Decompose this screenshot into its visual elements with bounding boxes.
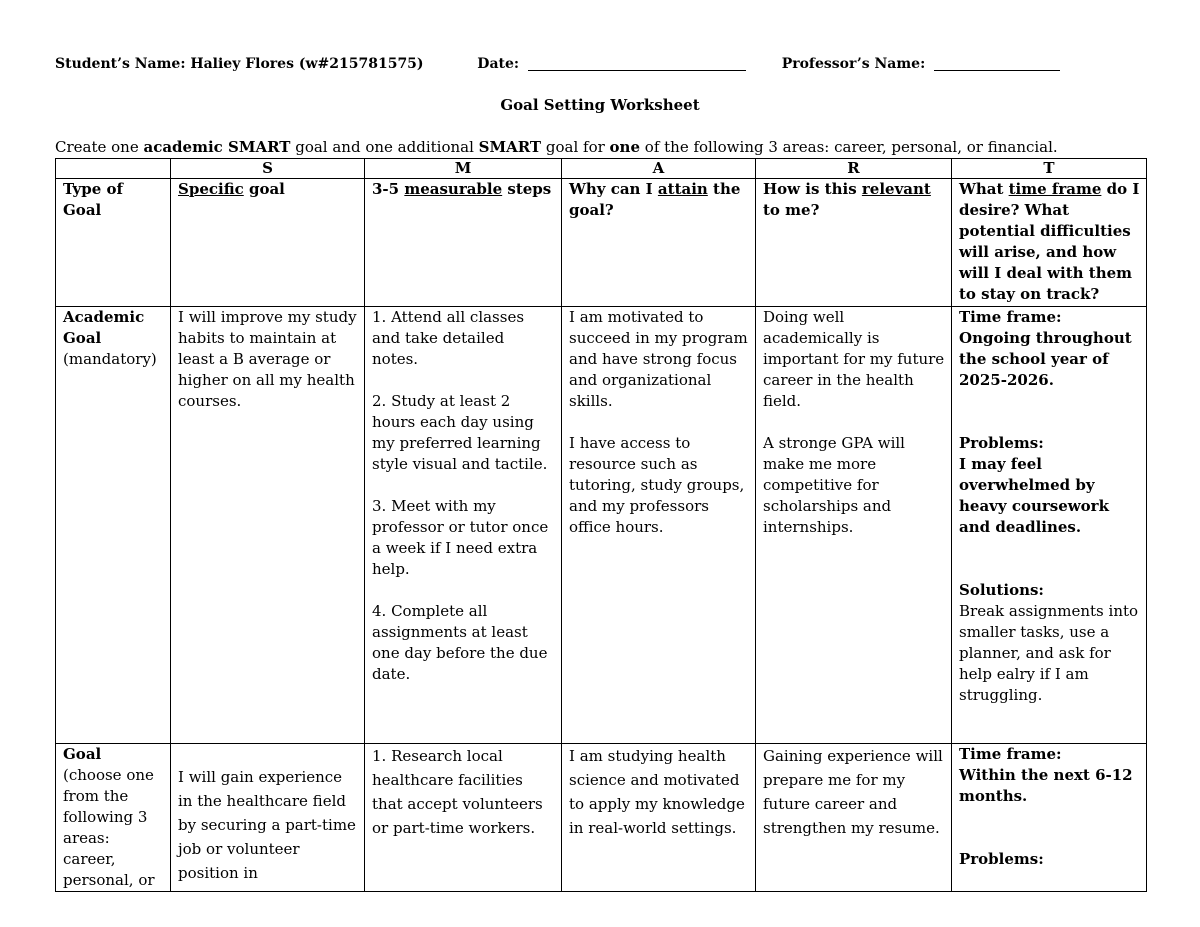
- column-headers-row: [56, 179, 1147, 307]
- academic-measurable-cell[interactable]: 1. Attend all classes and take detailed notes. 2. Study at least 2 hours each day using my preferred learning style visual and tactile. 3. Meet with my professor or tutor once a week if I need extra help. 4. Complete all assignments at least one day before the due date.: [365, 307, 562, 744]
- header-time-frame: What time frame do I desire? What potential difficulties will arise, and how will I deal with them to stay on track?: [952, 179, 1147, 307]
- letter-t: T: [952, 159, 1147, 179]
- letter-a: A: [562, 159, 756, 179]
- second-relevant-cell[interactable]: Gaining experience will prepare me for my future career and strengthen my resume.: [756, 744, 952, 892]
- second-specific-cell[interactable]: I will gain experience in the healthcare field by securing a part-time job or volunteer position in: [171, 744, 365, 892]
- academic-attain-cell[interactable]: I am motivated to succeed in my program and have strong focus and organizational skills. I have access to resource such as tutoring, study groups, and my professors office hours.: [562, 307, 756, 744]
- date-blank[interactable]: [528, 56, 746, 71]
- second-measurable-cell[interactable]: 1. Research local healthcare facilities that accept volunteers or part-time workers.: [365, 744, 562, 892]
- header-specific: Specific goal: [171, 179, 365, 307]
- date-label: Date:: [477, 56, 520, 72]
- header-measurable: 3-5 measurable steps: [365, 179, 562, 307]
- header-attainable: Why can I attain the goal?: [562, 179, 756, 307]
- professor-name-label: Professor’s Name:: [781, 56, 926, 72]
- academic-specific-cell[interactable]: I will improve my study habits to maintain at least a B average or higher on all my health courses.: [171, 307, 365, 744]
- academic-time-frame-cell[interactable]: Time frame: Ongoing throughout the school year of 2025-2026. Problems: I may feel overwhelmed by heavy coursework and deadlines. Solutions: Break assignments into smaller tasks, use a planner, and ask for help ealry if I am struggling.: [952, 307, 1147, 744]
- letter-r: R: [756, 159, 952, 179]
- second-time-frame-cell[interactable]: Time frame: Within the next 6-12 months. Problems:: [952, 744, 1147, 892]
- smart-letters-row: [56, 159, 1147, 179]
- second-type-cell: Goal (choose one from the following 3 areas: career, personal, or: [56, 744, 171, 892]
- page-title: Goal Setting Worksheet: [500, 96, 700, 114]
- header-relevant: How is this relevant to me?: [756, 179, 952, 307]
- second-goal-row: [56, 744, 1147, 892]
- letter-s: S: [171, 159, 365, 179]
- second-attain-cell[interactable]: I am studying health science and motivated to apply my knowledge in real-world settings.: [562, 744, 756, 892]
- student-name-label: Student’s Name: Haliey Flores (w#215781575): [55, 56, 424, 72]
- academic-type-cell: Academic Goal (mandatory): [56, 307, 171, 744]
- header-type-of-goal: Type of Goal: [56, 179, 171, 307]
- smart-goal-table: [55, 158, 1147, 892]
- academic-goal-row: [56, 307, 1147, 744]
- instructions: Create one academic SMART goal and one additional SMART goal for one of the following 3 areas: career, personal, or financial.: [55, 138, 1058, 156]
- letter-m: M: [365, 159, 562, 179]
- academic-relevant-cell[interactable]: Doing well academically is important for my future career in the health field. A stronge GPA will make me more competitive for scholarships and internships.: [756, 307, 952, 744]
- professor-name-blank[interactable]: [934, 56, 1060, 71]
- worksheet-header: [55, 56, 1165, 72]
- letters-blank-cell: [56, 159, 171, 179]
